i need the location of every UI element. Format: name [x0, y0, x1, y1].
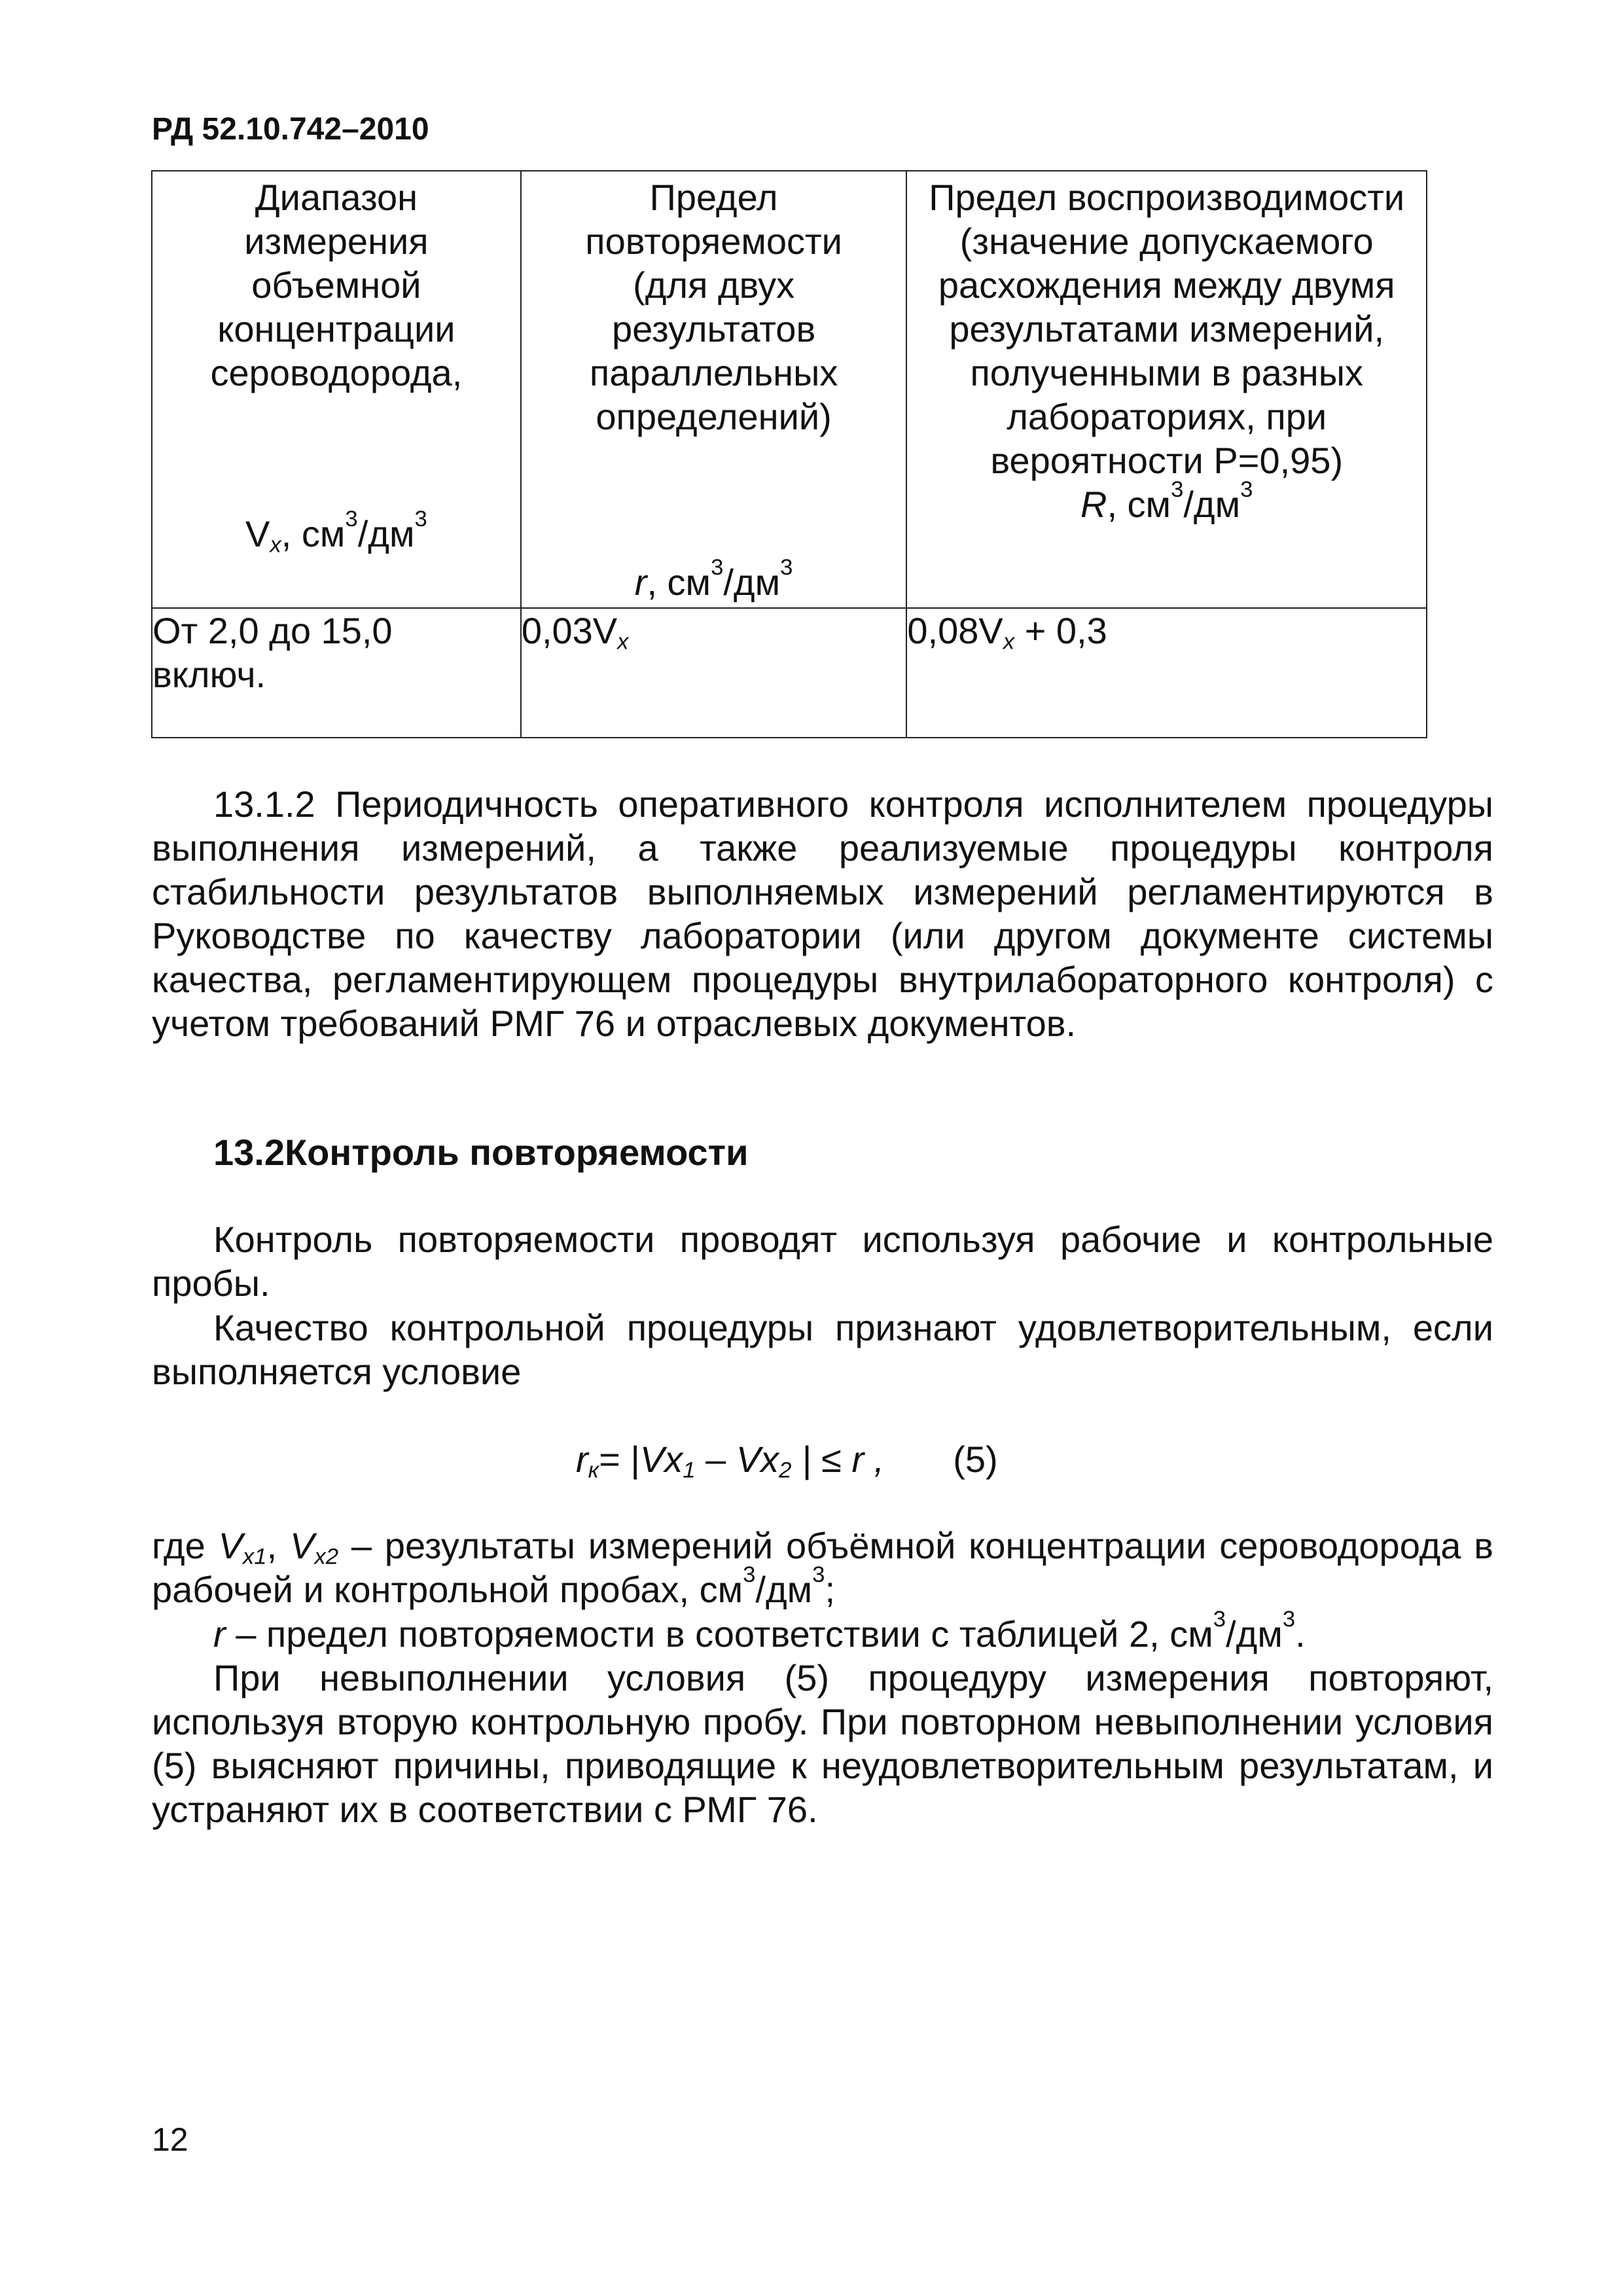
header-line: Предел — [649, 177, 778, 218]
paragraph-failure-procedure: При невыполнении условия (5) процедуру измерения повторяют, используя вторую контрольную пробу. При повторном невыполнении условия (5) выясняют причины, приводящие к неудовлетворительным результатам, и устраняют их в соответствии с РМГ 76. — [152, 1657, 1493, 1830]
range-value-cell: От 2,0 до 15,0 включ. — [152, 608, 521, 738]
header-cell-repeatability — [521, 171, 907, 608]
header-line: объемной — [251, 264, 421, 306]
header-line: Предел воспроизводимости — [929, 177, 1405, 218]
header-line: расхождения между двумя — [938, 264, 1395, 306]
header-line: полученными в разных — [970, 352, 1363, 393]
header-line: повторяемости — [585, 221, 842, 262]
section-13-2-heading: 13.2Контроль повторяемости — [213, 1132, 749, 1173]
header-line: (для двух — [633, 264, 795, 306]
repeatability-value-cell: $0,03V_x$ — [521, 608, 907, 738]
header-line: измерения — [244, 221, 429, 262]
formula-5: $r_к= |Vx_1 - Vx_2$ | ≤ r , (5) — [576, 1439, 998, 1483]
paragraph-13-1-2: 13.1.2 Периодичность оперативного контроля исполнителем процедуры выполнения измерений, а также реализуемые процедуры контроля стабильности результатов выполняемых измерений регламентируются в Руководстве по качеству лаборатории (или другом документе системы качества, регламентирующем процедуры внутрилабораторного контроля) с учетом требований РМГ 76 и отраслевых документов. — [152, 783, 1493, 1044]
header-line: результатов — [612, 308, 816, 350]
reproducibility-value-cell: $0,08V_x + 0,3$ — [906, 608, 1427, 738]
header-cell-range — [152, 171, 521, 608]
repeatability-unit-label: r, $см^3/дм^3$ — [634, 554, 793, 603]
paragraph-r-definition: r – предел повторяемости в соответствии с таблицей 2, $см^3/дм^3$. — [213, 1606, 1306, 1655]
formula-number: (5) — [953, 1439, 998, 1480]
range-unit-label: $V_x$, $см^3/дм^3$ — [245, 506, 427, 558]
paragraph-where: где $V_{x1}$, $V_{x2}$ – результаты измерений объёмной концентрации сероводорода в рабочей и контрольной пробах, $см^3/дм^3$; — [152, 1525, 1494, 1610]
header-line: определений) — [596, 396, 832, 437]
header-line: параллельных — [589, 352, 838, 393]
paragraph-quality-condition: Качество контрольной процедуры признают удовлетворительным, если выполняется условие — [152, 1307, 1493, 1392]
header-line: сероводорода, — [210, 352, 463, 393]
reproducibility-unit-label: R, $см^3/дм^3$ — [1080, 476, 1253, 525]
header-line: результатами измерений, — [949, 308, 1385, 350]
table-header-row — [152, 171, 1427, 608]
paragraph-control-samples: Контроль повторяемости проводят используя рабочие и контрольные пробы. — [152, 1219, 1493, 1304]
repeatability-table — [151, 170, 1427, 738]
header-line: вероятности Р=0,95) — [990, 440, 1344, 481]
page-number: 12 — [152, 2121, 188, 2158]
header-cell-reproducibility — [906, 171, 1427, 608]
document-code-header: РД 52.10.742–2010 — [152, 112, 429, 147]
header-line: концентрации — [217, 308, 455, 350]
header-line: Диапазон — [255, 177, 418, 218]
table-row — [152, 608, 1427, 738]
header-line: (значение допускаемого — [959, 221, 1374, 262]
header-line: лабораториях, при — [1007, 396, 1327, 437]
